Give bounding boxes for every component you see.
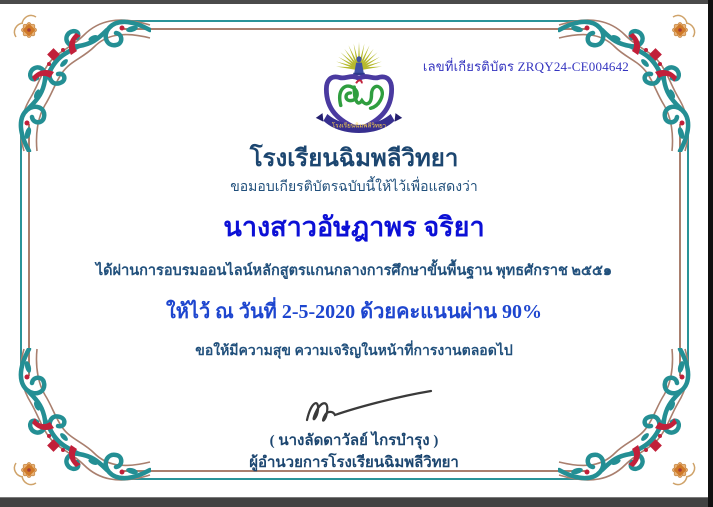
screen-edge-bottom — [0, 497, 708, 507]
screen-edge-top — [0, 0, 708, 4]
corner-rosette — [14, 462, 36, 484]
crest-banner-text: โรงเรียนฉิมพลีวิทยา — [331, 122, 387, 130]
corner-flourish-icon-bl — [6, 348, 151, 493]
signature-icon — [295, 384, 440, 426]
screen-edge-right — [708, 0, 713, 507]
corner-rosette — [14, 15, 36, 37]
course-line: ได้ผ่านการอบรมออนไลน์หลักสูตรแกนกลางการศึกษาขั้นพื้นฐาน พุทธศักราช ๒๕๕๑ — [95, 263, 613, 279]
school-crest-logo — [311, 40, 407, 142]
intro-line: ขอมอบเกียรติบัตรฉบับนี้ให้ไว้เพื่อแสดงว่า — [230, 180, 478, 195]
corner-flourish-icon-tr — [558, 7, 703, 152]
border-line-top-brown — [124, 28, 585, 30]
signer-title: ผู้อำนวยการโรงเรียนฉิมพลีวิทยา — [249, 455, 459, 471]
corner-rosette — [672, 15, 694, 37]
border-line-bottom-teal — [118, 478, 591, 480]
signer-name: ( นางลัดดาวัลย์ ไกรบำรุง ) — [269, 433, 439, 449]
issue-date-line: ให้ไว้ ณ วันที่ 2-5-2020 ด้วยคะแนนผ่าน 90% — [165, 301, 543, 323]
certificate-number: เลขที่เกียรติบัตร ZRQY24-CE004642 — [422, 59, 629, 74]
corner-rosette — [672, 462, 694, 484]
recipient-name: นางสาวอัษฎาพร จริยา — [223, 212, 485, 242]
blessing-line: ขอให้มีความสุข ความเจริญในหน้าที่การงานตลอดไป — [195, 344, 513, 359]
corner-flourish-icon-br — [558, 348, 703, 493]
corner-flourish-icon — [6, 7, 151, 152]
school-name: โรงเรียนฉิมพลีวิทยา — [249, 146, 459, 172]
border-line-top-teal — [118, 20, 591, 22]
